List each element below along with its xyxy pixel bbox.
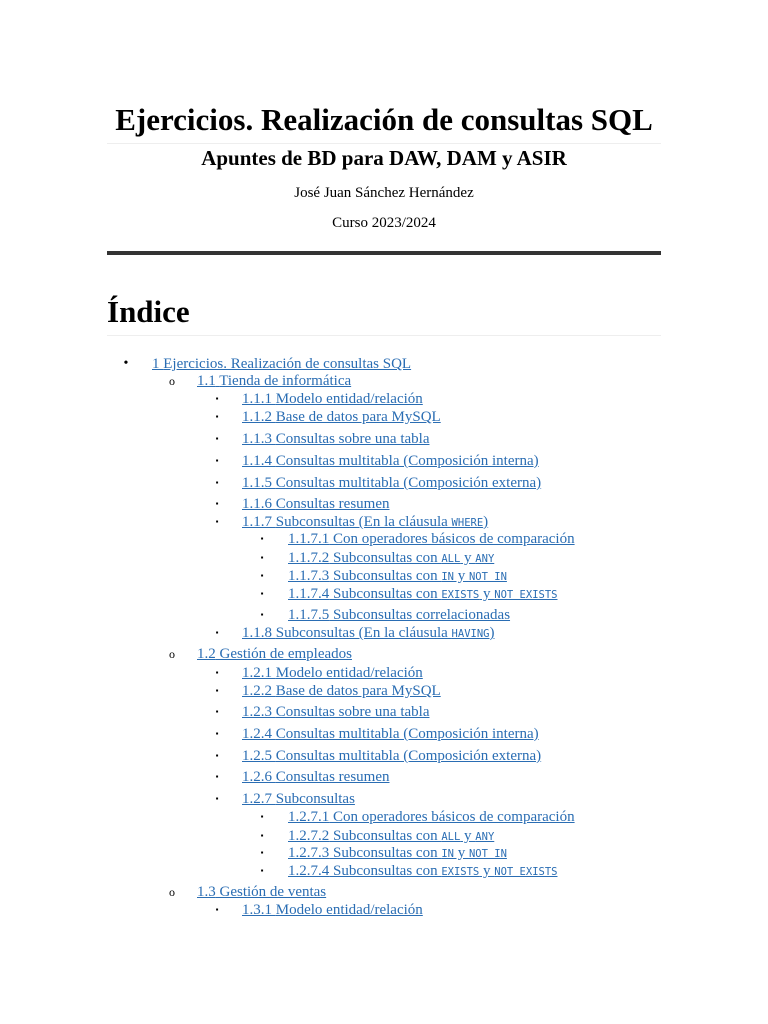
bullet-disc-icon: • xyxy=(123,356,129,371)
toc-number: 1.2.7.1 xyxy=(288,809,330,825)
toc-text: Modelo entidad/relación xyxy=(275,665,423,681)
bullet-square-icon: ▪ xyxy=(215,905,219,914)
sql-keyword: HAVING xyxy=(451,628,490,640)
toc-text: Subconsultas correlacionadas xyxy=(333,607,511,623)
toc-text: Subconsultas (En la cláusula xyxy=(275,625,452,641)
toc-number: 1.2.5 xyxy=(242,748,272,764)
toc-text: Gestión de ventas xyxy=(219,884,327,900)
toc-number: 1.3 xyxy=(197,884,216,900)
author: José Juan Sánchez Hernández xyxy=(294,185,474,201)
toc-number: 1.2.2 xyxy=(242,683,272,699)
toc-text: Consultas multitabla (Composición externa) xyxy=(275,748,542,764)
bullet-square-icon: ▪ xyxy=(215,729,219,738)
bullet-square-icon: ▪ xyxy=(215,707,219,716)
document-subtitle: Apuntes de BD para DAW, DAM y ASIR xyxy=(201,146,567,170)
sql-keyword: EXISTS xyxy=(441,866,480,878)
toc-text: Consultas resumen xyxy=(275,496,390,512)
toc-text: Base de datos para MySQL xyxy=(275,409,441,425)
toc-number: 1.2.4 xyxy=(242,726,272,742)
toc-link[interactable] xyxy=(242,900,423,920)
toc-text-fragment: ) xyxy=(489,625,495,641)
bullet-square-icon: ▪ xyxy=(215,794,219,803)
toc-text-fragment: y xyxy=(479,863,495,879)
bullet-square-icon: ▪ xyxy=(215,412,219,421)
toc-number: 1.1.2 xyxy=(242,409,272,425)
toc-number: 1.1.7.5 xyxy=(288,607,330,623)
toc-link[interactable] xyxy=(242,623,494,644)
bullet-circle-icon: o xyxy=(169,885,175,899)
toc-text-fragment: y xyxy=(460,828,476,844)
toc-heading-divider xyxy=(107,335,661,336)
toc-text: Subconsultas con xyxy=(333,845,442,861)
bullet-square-icon: ▪ xyxy=(215,456,219,465)
toc-number: 1.2.7.2 xyxy=(288,828,330,844)
toc-text-fragment: y xyxy=(479,586,495,602)
sql-keyword: NOT IN xyxy=(468,848,507,860)
toc-link[interactable] xyxy=(242,407,441,427)
bullet-square-icon: ▪ xyxy=(260,610,264,619)
toc-number: 1.1.3 xyxy=(242,431,272,447)
bullet-square-icon: ▪ xyxy=(260,848,264,857)
bullet-square-icon: ▪ xyxy=(215,434,219,443)
toc-text: Consultas sobre una tabla xyxy=(275,431,430,447)
toc-text: Subconsultas con xyxy=(333,828,442,844)
toc-text: Consultas resumen xyxy=(275,769,390,785)
toc-number: 1.1.7.3 xyxy=(288,568,330,584)
bullet-circle-icon: o xyxy=(169,647,175,661)
bullet-square-icon: ▪ xyxy=(260,571,264,580)
bullet-square-icon: ▪ xyxy=(215,686,219,695)
sql-keyword: ANY xyxy=(475,831,495,843)
toc-link[interactable] xyxy=(197,882,326,902)
bullet-square-icon: ▪ xyxy=(260,534,264,543)
bullet-square-icon: ▪ xyxy=(260,812,264,821)
toc-text: Modelo entidad/relación xyxy=(275,391,423,407)
toc-text: Tienda de informática xyxy=(219,373,352,389)
toc-link[interactable] xyxy=(242,724,539,744)
toc-number: 1.1.4 xyxy=(242,453,272,469)
toc-text: Con operadores básicos de comparación xyxy=(333,809,575,825)
toc-link[interactable] xyxy=(242,429,429,449)
course: Curso 2023/2024 xyxy=(332,215,436,231)
toc-text-fragment: ) xyxy=(483,514,489,530)
toc-text: Subconsultas con xyxy=(333,568,442,584)
toc-link[interactable] xyxy=(197,644,352,664)
toc-text: Ejercicios. Realización de consultas SQL xyxy=(163,356,412,372)
sql-keyword: EXISTS xyxy=(441,589,480,601)
sql-keyword: IN xyxy=(441,848,454,860)
toc-number: 1.2.3 xyxy=(242,704,272,720)
sql-keyword: NOT EXISTS xyxy=(494,589,558,601)
header-divider xyxy=(107,251,661,255)
toc-text: Consultas multitabla (Composición interna) xyxy=(275,726,539,742)
toc-text: Base de datos para MySQL xyxy=(275,683,441,699)
toc-link[interactable] xyxy=(197,371,351,391)
bullet-square-icon: ▪ xyxy=(260,589,264,598)
bullet-square-icon: ▪ xyxy=(215,668,219,677)
toc-number: 1.1.7.2 xyxy=(288,550,330,566)
toc-number: 1.1 xyxy=(197,373,216,389)
toc-text-fragment: y xyxy=(460,550,476,566)
toc-text: Consultas multitabla (Composición externa) xyxy=(275,475,542,491)
toc-text: Consultas multitabla (Composición interna) xyxy=(275,453,539,469)
toc-number: 1.2.1 xyxy=(242,665,272,681)
toc-number: 1.1.8 xyxy=(242,625,272,641)
toc-text-fragment: y xyxy=(453,568,469,584)
toc-text: Subconsultas con xyxy=(333,550,442,566)
bullet-square-icon: ▪ xyxy=(215,517,219,526)
toc-number: 1.2.6 xyxy=(242,769,272,785)
toc-number: 1.1.7 xyxy=(242,514,272,530)
sql-keyword: WHERE xyxy=(451,517,484,529)
bullet-square-icon: ▪ xyxy=(215,499,219,508)
toc-number: 1 xyxy=(152,356,160,372)
toc-number: 1.1.6 xyxy=(242,496,272,512)
toc-link[interactable] xyxy=(242,663,423,683)
sql-keyword: ALL xyxy=(441,553,461,565)
bullet-square-icon: ▪ xyxy=(215,772,219,781)
sql-keyword: ANY xyxy=(475,553,495,565)
toc-number: 1.1.7.1 xyxy=(288,531,330,547)
toc-link[interactable] xyxy=(288,807,575,827)
toc-link[interactable] xyxy=(242,494,390,514)
sql-keyword: NOT IN xyxy=(468,571,507,583)
toc-text: Con operadores básicos de comparación xyxy=(333,531,575,547)
bullet-square-icon: ▪ xyxy=(215,751,219,760)
bullet-square-icon: ▪ xyxy=(260,553,264,562)
toc-link[interactable] xyxy=(288,861,557,882)
toc-text: Subconsultas con xyxy=(333,863,442,879)
bullet-square-icon: ▪ xyxy=(215,394,219,403)
toc-link[interactable] xyxy=(242,681,441,701)
sql-keyword: ALL xyxy=(441,831,461,843)
toc-heading: Índice xyxy=(107,294,190,329)
toc-text-fragment: y xyxy=(453,845,469,861)
toc-link[interactable] xyxy=(242,389,423,409)
bullet-square-icon: ▪ xyxy=(215,628,219,637)
toc-link[interactable] xyxy=(242,767,390,787)
toc-number: 1.1.1 xyxy=(242,391,272,407)
toc-text: Subconsultas (En la cláusula xyxy=(275,514,452,530)
toc-number: 1.1.7.4 xyxy=(288,586,330,602)
bullet-square-icon: ▪ xyxy=(260,831,264,840)
bullet-circle-icon: o xyxy=(169,374,175,388)
toc-text: Subconsultas con xyxy=(333,586,442,602)
bullet-square-icon: ▪ xyxy=(260,866,264,875)
toc-link[interactable] xyxy=(242,702,429,722)
toc-text: Gestión de empleados xyxy=(219,646,352,662)
sql-keyword: IN xyxy=(441,571,454,583)
bullet-square-icon: ▪ xyxy=(215,478,219,487)
toc-text: Consultas sobre una tabla xyxy=(275,704,430,720)
toc-number: 1.2.7.4 xyxy=(288,863,330,879)
toc-number: 1.2.7.3 xyxy=(288,845,330,861)
toc-link[interactable] xyxy=(288,529,575,549)
toc-text: Modelo entidad/relación xyxy=(275,902,423,918)
toc-text: Subconsultas xyxy=(275,791,355,807)
toc-number: 1.2.7 xyxy=(242,791,272,807)
toc-number: 1.3.1 xyxy=(242,902,272,918)
toc-link[interactable] xyxy=(288,605,510,625)
toc-link[interactable] xyxy=(242,746,541,766)
document-title: Ejercicios. Realización de consultas SQL xyxy=(115,102,653,137)
toc-number: 1.1.5 xyxy=(242,475,272,491)
sql-keyword: NOT EXISTS xyxy=(494,866,558,878)
toc-link[interactable] xyxy=(242,789,355,809)
toc-link[interactable] xyxy=(242,473,541,493)
toc-link[interactable] xyxy=(242,451,539,471)
toc-link[interactable] xyxy=(288,584,557,605)
toc-number: 1.2 xyxy=(197,646,216,662)
